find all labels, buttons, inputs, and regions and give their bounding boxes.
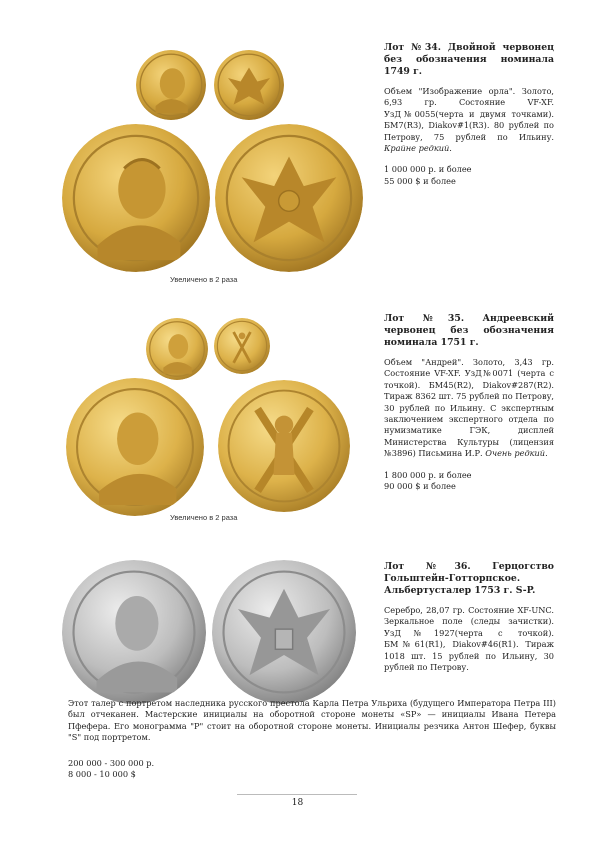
lot36-reverse-coin [212,560,356,704]
footer-divider [237,794,357,795]
lot36-body: Серебро, 28,07 гр. Состояние XF-UNC. Зеркальное поле (следы зачистки). УзД№1927(черта с точкой). БМ№61(R1), Diakov#46(R1). Тираж 1018 шт. 15 рублей по Ильину, 30 рублей по Петрову. [384,605,554,673]
gold-coin-image [218,380,350,512]
lot36-description [384,561,554,673]
lot35-title: Лот №35. Андреевский червонец без обозначения номинала 1751 г. [384,313,554,348]
lot34-rarity-note: Крайне редкий. [384,143,452,154]
lot34-price-rub: 1 000 000 р. и более [384,164,472,175]
lot36-wide-text: Этот талер с портретом наследника русского престола Карла Петра Ульриха (будущего Императора Петра III) был отчеканен. Мастерские инициалы на оборотной стороне монеты «SP» — инициалы Ивана Петера Пфефера. Его монограмма "P" стоит на оборотной стороне монеты. Инициалы резчика Антон Шефер, буквы "S" под портретом. [68,698,556,743]
lot34-obverse-small-coin [136,50,206,120]
lot34-price-usd: 55 000 $ и более [384,175,456,186]
lot35-obverse-small-coin [146,318,208,380]
gold-coin-image [214,50,284,120]
lot35-description [384,313,554,492]
lot34-body-text: Объем "Изображение орла". Золото, 6,93 гр. Состояние VF-XF. УзД№0055(черта и двумя точками). БМ7(R3), Diakov#1(R3). 80 рублей по Петрову, 75 рублей по Ильину. [384,86,554,142]
lot34-body [384,86,554,154]
lot34-description [384,42,554,187]
lot35-price [384,470,554,493]
lot35-price-usd: 90 000 $ и более [384,481,456,492]
lot35-reverse-large-coin [218,380,350,512]
lot35-reverse-small-coin [214,318,270,374]
gold-coin-image [62,124,210,272]
lot36-price [68,758,556,781]
lot36-obverse-coin [62,560,206,704]
lot35-rarity-note: Очень редкий. [485,448,548,459]
lot34-caption: Увеличено в 2 раза [170,275,238,284]
page-number: 18 [291,798,304,808]
lot35-body-text: Объем "Андрей". Золото, 3,43 гр. Состояние VF-XF. УзД№0071 (черта с точкой). БМ45(R2), Diakov#287(R2). Тираж 8362 шт. 75 рублей по Петрову, 30 рублей по Ильину. С экспертным заключением экспертного отдела по нумизматике ГЭК, дисплей Министерства Культуры (лицензия №3896) Письмина И.Р. [384,357,554,459]
lot36-price-rub: 200 000 - 300 000 р. [68,758,155,768]
lot36-title: Лот №36. Герцогство Гольштейн-Готторпское. Альбертусталер 1753 г. S-P. [384,561,554,596]
lot36-price-usd: 8 000 - 10 000 $ [68,769,136,780]
lot35-obverse-large-coin [66,378,204,516]
gold-coin-image [215,124,363,272]
lot34-obverse-large-coin [62,124,210,272]
lot34-reverse-large-coin [215,124,363,272]
lot35-body [384,357,554,460]
gold-coin-image [146,318,208,380]
silver-coin-image [62,560,206,704]
gold-coin-image [214,318,270,374]
lot34-price [384,164,554,187]
gold-coin-image [66,378,204,516]
lot34-reverse-small-coin [214,50,284,120]
gold-coin-image [136,50,206,120]
silver-coin-image [212,560,356,704]
lot35-caption: Увеличено в 2 раза [170,513,238,522]
lot34-title: Лот №34. Двойной червонец без обозначения номинала 1749 г. [384,42,554,77]
lot35-price-rub: 1 800 000 р. и более [384,469,472,480]
